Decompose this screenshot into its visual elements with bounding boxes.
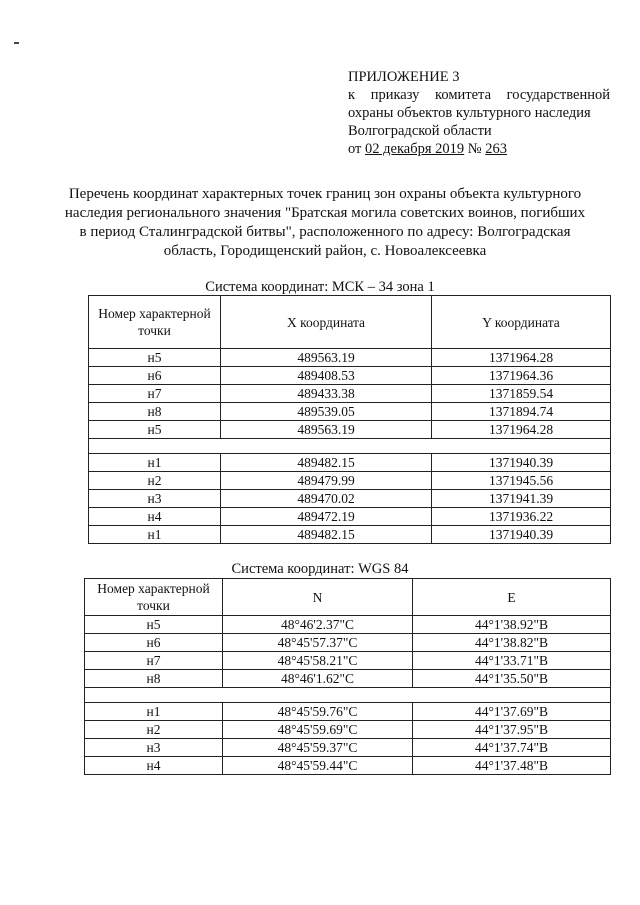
table-cell: 489482.15 [221, 454, 432, 472]
region-line: Волгоградской области [348, 123, 492, 139]
table-cell: н7 [89, 385, 221, 403]
table-cell: 44°1'38.82"В [413, 634, 611, 652]
table-cell: н6 [89, 367, 221, 385]
wgs-coordinates-table [84, 578, 611, 775]
appendix-label: ПРИЛОЖЕНИЕ 3 [348, 69, 460, 85]
table-cell: н8 [89, 403, 221, 421]
document-title: Перечень координат характерных точек границ зон охраны объекта культурного наследия регионального значения "Братская могила советских воинов, погибших в период Сталинградской битвы", расположенного по адресу: Волгоградская область, Городищенский район, с. Новоалексеевка [64, 186, 586, 259]
table-cell: 489472.19 [221, 508, 432, 526]
table-cell: н5 [85, 616, 223, 634]
table-cell: 1371859.54 [432, 385, 611, 403]
table-cell: 489408.53 [221, 367, 432, 385]
table-cell: н1 [89, 454, 221, 472]
table-cell: 489479.99 [221, 472, 432, 490]
column-header-e: E [413, 579, 611, 616]
table-cell: н4 [85, 757, 223, 775]
table-cell: 44°1'37.74"В [413, 739, 611, 757]
table-cell: 1371964.36 [432, 367, 611, 385]
table-row [85, 703, 611, 721]
table-cell: 44°1'33.71"В [413, 652, 611, 670]
msk-coordinates-table [88, 295, 611, 544]
table-cell: н3 [89, 490, 221, 508]
table-row [85, 616, 611, 634]
column-header-x: Х координата [221, 296, 432, 349]
order-number: 263 [485, 141, 507, 157]
table-cell: н1 [85, 703, 223, 721]
table-cell: 1371945.56 [432, 472, 611, 490]
table-cell: 489433.38 [221, 385, 432, 403]
table-row [85, 757, 611, 775]
table-cell: 489539.05 [221, 403, 432, 421]
corner-mark [14, 42, 19, 44]
committee-line: охраны объектов культурного наследия [348, 105, 591, 121]
table-cell: 1371894.74 [432, 403, 611, 421]
table-row [89, 385, 611, 403]
table-cell: 48°45'59.37"С [223, 739, 413, 757]
column-header-y: Y координата [432, 296, 611, 349]
appendix-header [348, 68, 610, 158]
table-cell: н3 [85, 739, 223, 757]
table-row [85, 739, 611, 757]
table-separator-row [89, 439, 611, 454]
table-row [85, 721, 611, 739]
column-header-n: N [223, 579, 413, 616]
table-cell: 48°46'1.62"С [223, 670, 413, 688]
table-cell: 44°1'37.48"В [413, 757, 611, 775]
table-cell: 44°1'37.69"В [413, 703, 611, 721]
table-cell: 489482.15 [221, 526, 432, 544]
date-line: от 02 декабря 2019 № 263 [348, 141, 507, 157]
table-row [89, 454, 611, 472]
table-cell: н2 [85, 721, 223, 739]
column-header-point: Номер характерной точки [89, 296, 221, 349]
table-row [89, 403, 611, 421]
table-cell: 1371964.28 [432, 421, 611, 439]
table-separator-row [85, 688, 611, 703]
table2-caption: Система координат: WGS 84 [231, 561, 409, 577]
table-row [89, 349, 611, 367]
table-cell: 1371964.28 [432, 349, 611, 367]
table-cell: 44°1'37.95"В [413, 721, 611, 739]
table-row [85, 652, 611, 670]
table-header-row [89, 296, 611, 349]
table-cell: н6 [85, 634, 223, 652]
table-cell: 48°46'2.37"С [223, 616, 413, 634]
table-cell: 44°1'38.92"В [413, 616, 611, 634]
table-cell: н5 [89, 349, 221, 367]
table-cell: н2 [89, 472, 221, 490]
table-cell: 489563.19 [221, 349, 432, 367]
table-cell: 1371936.22 [432, 508, 611, 526]
table-row [89, 508, 611, 526]
table-row [89, 526, 611, 544]
order-line: к приказу комитета государственной [348, 87, 610, 103]
table-cell: 489470.02 [221, 490, 432, 508]
table-row [89, 421, 611, 439]
table-cell: 48°45'59.44"С [223, 757, 413, 775]
order-date: 02 декабря 2019 [365, 141, 465, 157]
table-cell: 48°45'59.69"С [223, 721, 413, 739]
table-cell: 1371940.39 [432, 454, 611, 472]
table-cell: 48°45'59.76"С [223, 703, 413, 721]
table-cell: 44°1'35.50"В [413, 670, 611, 688]
table-row [89, 490, 611, 508]
table-cell: 1371941.39 [432, 490, 611, 508]
table-cell: н7 [85, 652, 223, 670]
table-cell: 48°45'57.37"С [223, 634, 413, 652]
table-cell: 48°45'58.21"С [223, 652, 413, 670]
table-cell: н1 [89, 526, 221, 544]
table-row [85, 634, 611, 652]
column-header-point: Номер характерной точки [85, 579, 223, 616]
table-cell: н5 [89, 421, 221, 439]
table-row [89, 472, 611, 490]
table-row [89, 367, 611, 385]
table-cell: 1371940.39 [432, 526, 611, 544]
table-cell: н4 [89, 508, 221, 526]
table-row [85, 670, 611, 688]
table-cell: 489563.19 [221, 421, 432, 439]
table-cell: н8 [85, 670, 223, 688]
table-header-row [85, 579, 611, 616]
table1-caption: Система координат: МСК – 34 зона 1 [205, 279, 435, 295]
